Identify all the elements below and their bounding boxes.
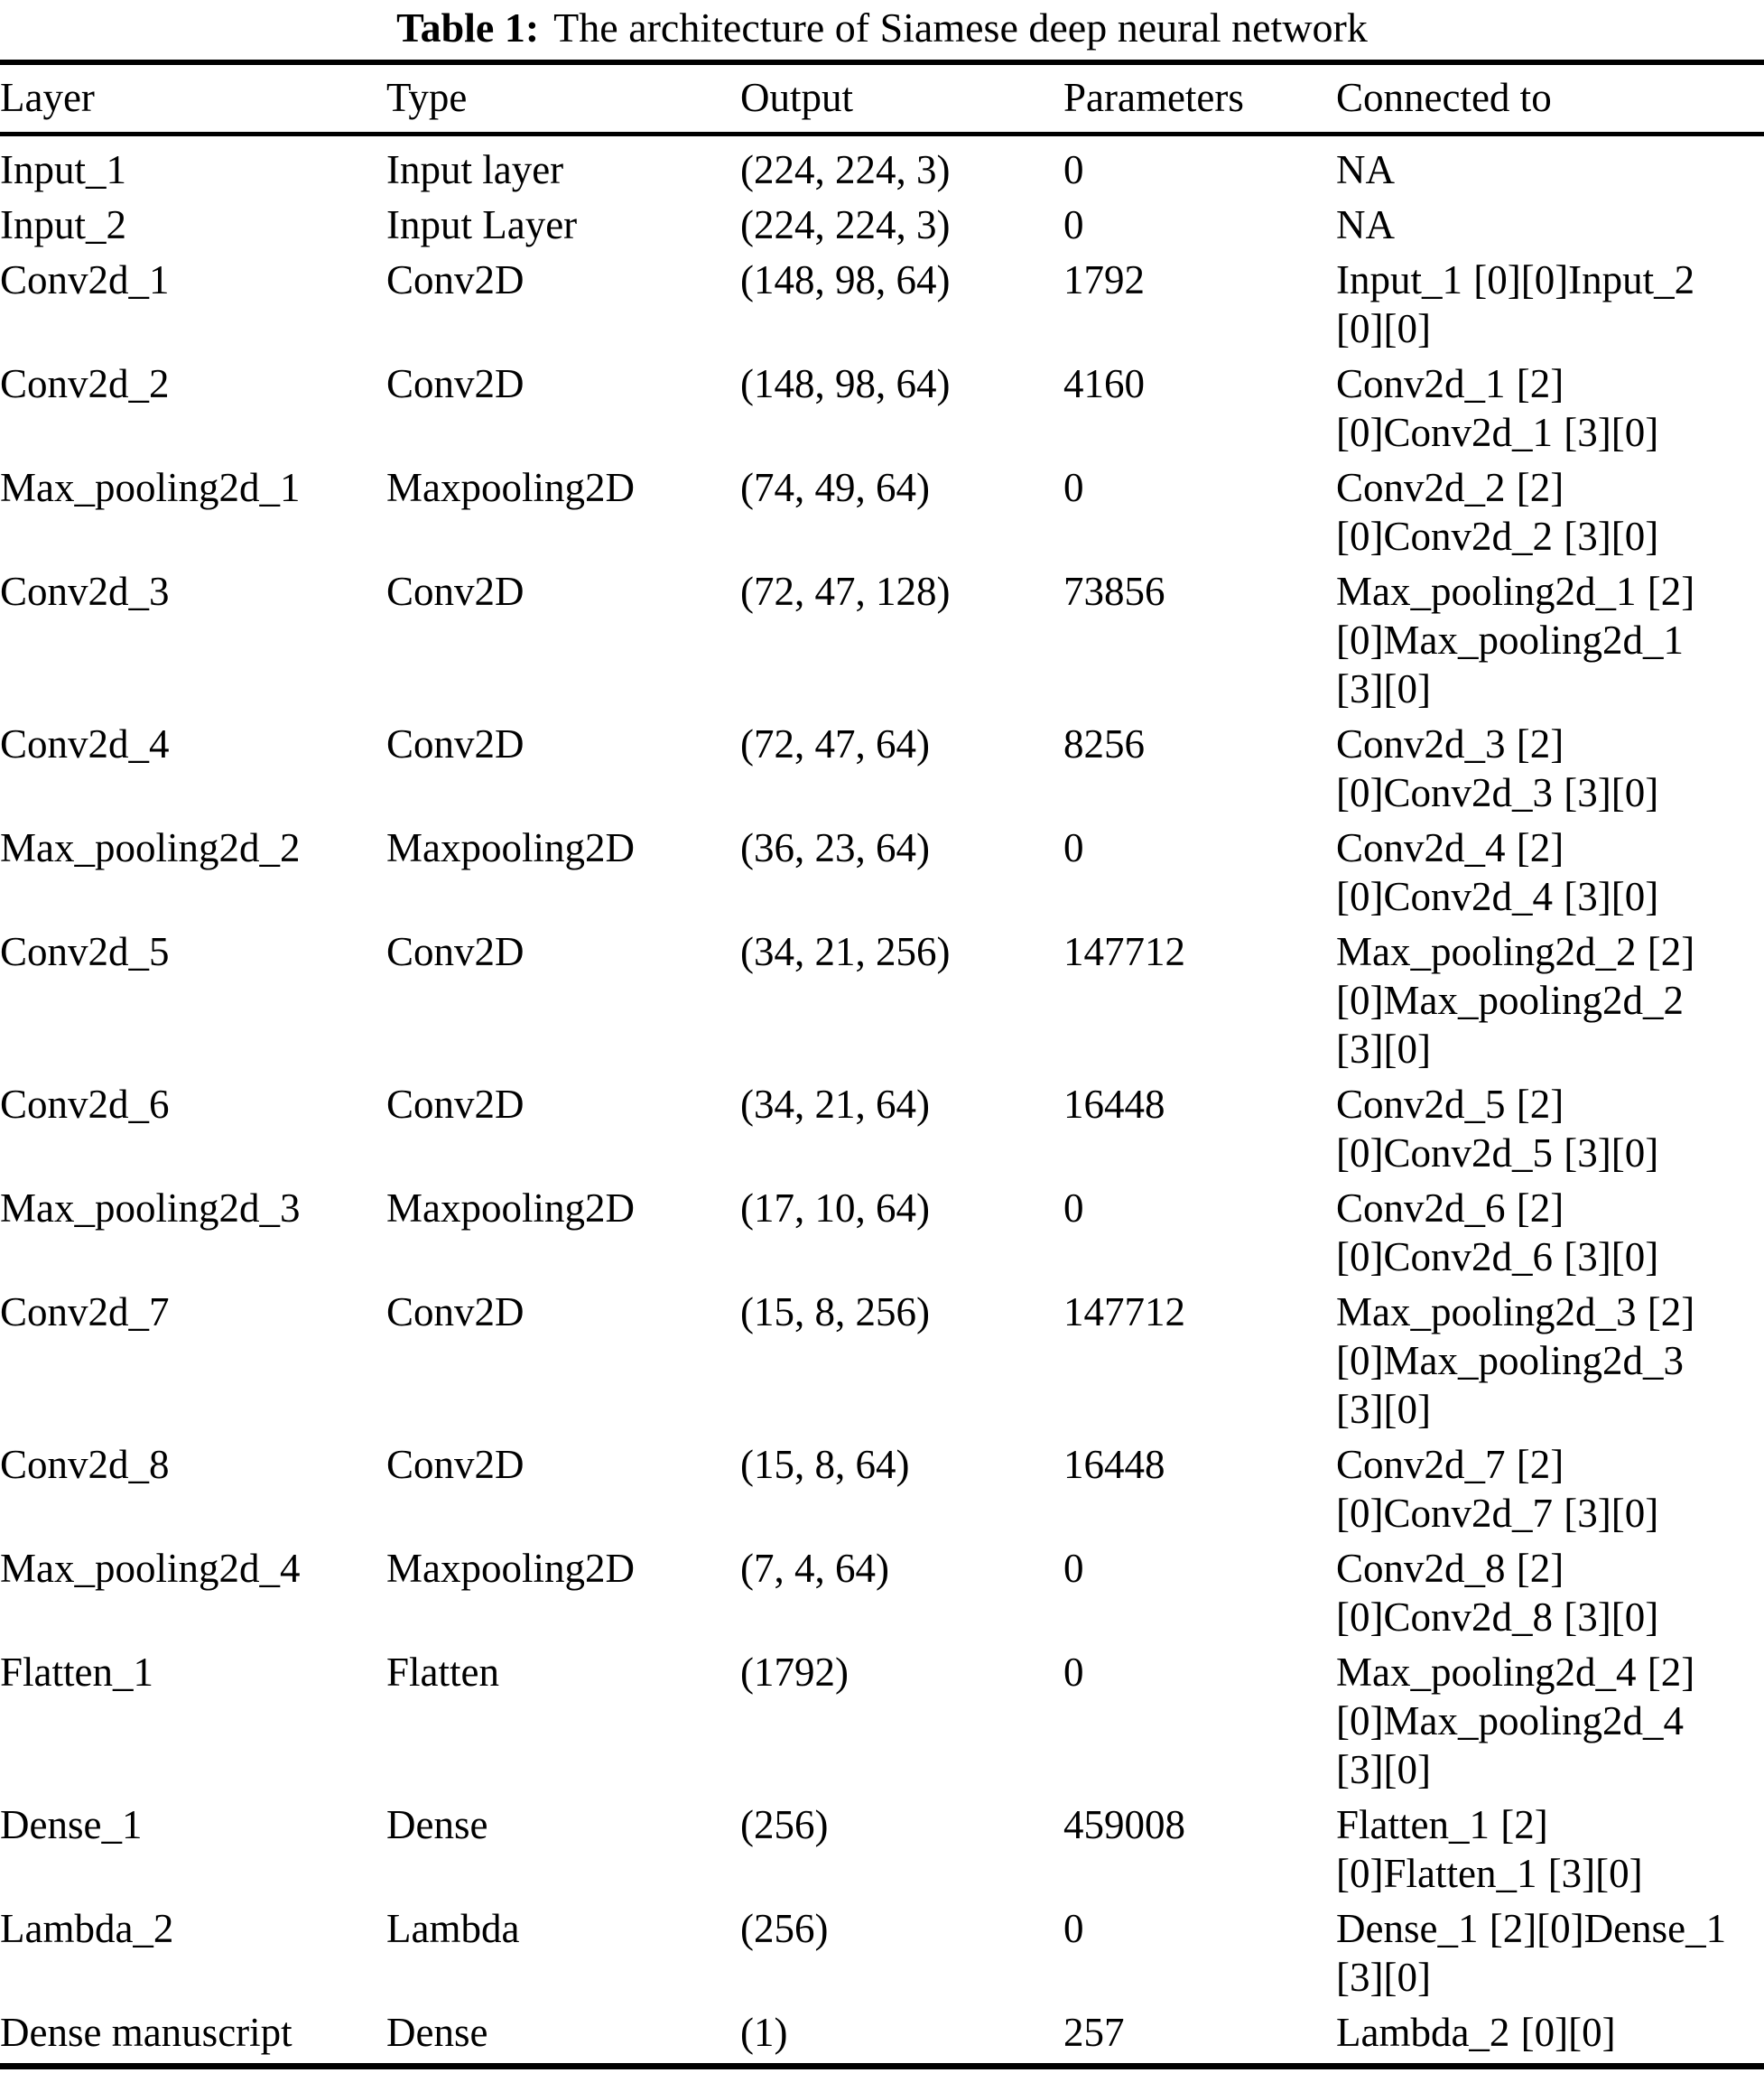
cell-layer: Conv2d_6 (0, 1082, 170, 1127)
cell-parameters: 0 (1063, 147, 1084, 192)
table-row (0, 927, 1764, 1080)
cell-connected-to: Conv2d_4 [2][0]Conv2d_4 [3][0] (1336, 825, 1659, 919)
cell-layer: Conv2d_8 (0, 1442, 170, 1487)
cell-layer: Conv2d_7 (0, 1289, 170, 1334)
cell-parameters: 0 (1063, 825, 1084, 870)
cell-parameters: 147712 (1063, 929, 1185, 974)
cell-output: (7, 4, 64) (740, 1546, 889, 1591)
cell-parameters: 0 (1063, 465, 1084, 510)
cell-type: Maxpooling2D (386, 1185, 635, 1231)
table-row (0, 135, 1764, 201)
cell-connected-to: Max_pooling2d_4 [2][0]Max_pooling2d_4 [3][0] (1336, 1650, 1695, 1792)
column-header-parameters: Parameters (1063, 62, 1336, 135)
cell-connected-to: Conv2d_7 [2][0]Conv2d_7 [3][0] (1336, 1442, 1659, 1536)
cell-layer: Conv2d_1 (0, 257, 170, 302)
cell-layer: Flatten_1 (0, 1650, 153, 1695)
cell-layer: Max_pooling2d_2 (0, 825, 301, 870)
table-row (0, 1184, 1764, 1287)
cell-connected-to: Conv2d_3 [2][0]Conv2d_3 [3][0] (1336, 721, 1659, 815)
cell-layer: Conv2d_4 (0, 721, 170, 767)
cell-parameters: 147712 (1063, 1289, 1185, 1334)
cell-connected-to: Conv2d_5 [2][0]Conv2d_5 [3][0] (1336, 1082, 1659, 1176)
cell-connected-to: Max_pooling2d_2 [2][0]Max_pooling2d_2 [3][0] (1336, 929, 1695, 1072)
table-row (0, 1648, 1764, 1800)
table-row (0, 567, 1764, 720)
cell-type: Conv2D (386, 361, 525, 406)
cell-type: Conv2D (386, 1082, 525, 1127)
cell-type: Conv2D (386, 721, 525, 767)
table-row (0, 823, 1764, 927)
cell-type: Flatten (386, 1650, 499, 1695)
cell-parameters: 0 (1063, 1546, 1084, 1591)
cell-parameters: 0 (1063, 1906, 1084, 1951)
cell-layer: Max_pooling2d_1 (0, 465, 301, 510)
caption-label: Table 1: (396, 5, 540, 51)
cell-output: (148, 98, 64) (740, 257, 951, 302)
cell-connected-to: Max_pooling2d_3 [2][0]Max_pooling2d_3 [3][0] (1336, 1289, 1695, 1432)
column-header-connected-to: Connected to (1336, 62, 1764, 135)
table-row (0, 200, 1764, 256)
table-row (0, 1800, 1764, 1904)
cell-connected-to: Flatten_1 [2][0]Flatten_1 [3][0] (1336, 1802, 1643, 1896)
cell-layer: Dense_1 (0, 1802, 143, 1847)
cell-output: (72, 47, 128) (740, 569, 951, 614)
cell-layer: Conv2d_2 (0, 361, 170, 406)
cell-output: (15, 8, 64) (740, 1442, 910, 1487)
cell-connected-to: Input_1 [0][0]Input_2 [0][0] (1336, 257, 1695, 351)
cell-type: Dense (386, 2010, 488, 2055)
cell-output: (36, 23, 64) (740, 825, 930, 870)
cell-output: (148, 98, 64) (740, 361, 951, 406)
cell-layer: Max_pooling2d_4 (0, 1546, 301, 1591)
cell-type: Maxpooling2D (386, 1546, 635, 1591)
cell-output: (15, 8, 256) (740, 1289, 930, 1334)
table-row (0, 256, 1764, 359)
cell-type: Input Layer (386, 202, 578, 247)
cell-parameters: 1792 (1063, 257, 1145, 302)
cell-type: Conv2D (386, 929, 525, 974)
cell-connected-to: Conv2d_1 [2][0]Conv2d_1 [3][0] (1336, 361, 1659, 455)
cell-parameters: 257 (1063, 2010, 1125, 2055)
cell-parameters: 4160 (1063, 361, 1145, 406)
cell-type: Input layer (386, 147, 564, 192)
architecture-table (0, 60, 1764, 2069)
cell-output: (74, 49, 64) (740, 465, 930, 510)
cell-parameters: 16448 (1063, 1442, 1165, 1487)
caption-text: The architecture of Siamese deep neural network (553, 5, 1368, 51)
cell-type: Conv2D (386, 257, 525, 302)
cell-type: Conv2D (386, 1442, 525, 1487)
table-row (0, 2008, 1764, 2067)
cell-parameters: 459008 (1063, 1802, 1185, 1847)
cell-connected-to: NA (1336, 202, 1395, 247)
cell-layer: Max_pooling2d_3 (0, 1185, 301, 1231)
cell-parameters: 16448 (1063, 1082, 1165, 1127)
cell-parameters: 0 (1063, 1650, 1084, 1695)
cell-type: Maxpooling2D (386, 465, 635, 510)
cell-parameters: 73856 (1063, 569, 1165, 614)
cell-type: Maxpooling2D (386, 825, 635, 870)
cell-output: (224, 224, 3) (740, 147, 951, 192)
cell-parameters: 0 (1063, 202, 1084, 247)
cell-connected-to: Max_pooling2d_1 [2][0]Max_pooling2d_1 [3][0] (1336, 569, 1695, 711)
cell-output: (72, 47, 64) (740, 721, 930, 767)
table-caption (0, 0, 1764, 60)
table-row (0, 1904, 1764, 2008)
cell-layer: Input_2 (0, 202, 126, 247)
cell-output: (256) (740, 1906, 829, 1951)
cell-connected-to: Dense_1 [2][0]Dense_1 [3][0] (1336, 1906, 1727, 2000)
cell-connected-to: Conv2d_6 [2][0]Conv2d_6 [3][0] (1336, 1185, 1659, 1279)
cell-parameters: 8256 (1063, 721, 1145, 767)
table-row (0, 1287, 1764, 1440)
cell-layer: Input_1 (0, 147, 126, 192)
table-row (0, 1440, 1764, 1544)
cell-output: (224, 224, 3) (740, 202, 951, 247)
cell-connected-to: Lambda_2 [0][0] (1336, 2010, 1616, 2055)
cell-layer: Conv2d_5 (0, 929, 170, 974)
cell-output: (34, 21, 64) (740, 1082, 930, 1127)
header-row (0, 62, 1764, 135)
cell-output: (256) (740, 1802, 829, 1847)
cell-layer: Conv2d_3 (0, 569, 170, 614)
table-body (0, 135, 1764, 2067)
cell-output: (1792) (740, 1650, 849, 1695)
column-header-output: Output (740, 62, 1063, 135)
table-row (0, 1544, 1764, 1648)
table-header (0, 62, 1764, 135)
cell-type: Lambda (386, 1906, 520, 1951)
table-row (0, 463, 1764, 567)
cell-output: (34, 21, 256) (740, 929, 951, 974)
column-header-type: Type (386, 62, 740, 135)
cell-connected-to: Conv2d_2 [2][0]Conv2d_2 [3][0] (1336, 465, 1659, 559)
cell-output: (17, 10, 64) (740, 1185, 930, 1231)
cell-type: Dense (386, 1802, 488, 1847)
cell-parameters: 0 (1063, 1185, 1084, 1231)
table-row (0, 1080, 1764, 1184)
cell-connected-to: Conv2d_8 [2][0]Conv2d_8 [3][0] (1336, 1546, 1659, 1640)
cell-connected-to: NA (1336, 147, 1395, 192)
cell-output: (1) (740, 2010, 788, 2055)
cell-type: Conv2D (386, 1289, 525, 1334)
column-header-layer: Layer (0, 62, 386, 135)
cell-layer: Dense manuscript (0, 2010, 292, 2055)
table-row (0, 720, 1764, 823)
cell-type: Conv2D (386, 569, 525, 614)
cell-layer: Lambda_2 (0, 1906, 174, 1951)
table-row (0, 359, 1764, 463)
